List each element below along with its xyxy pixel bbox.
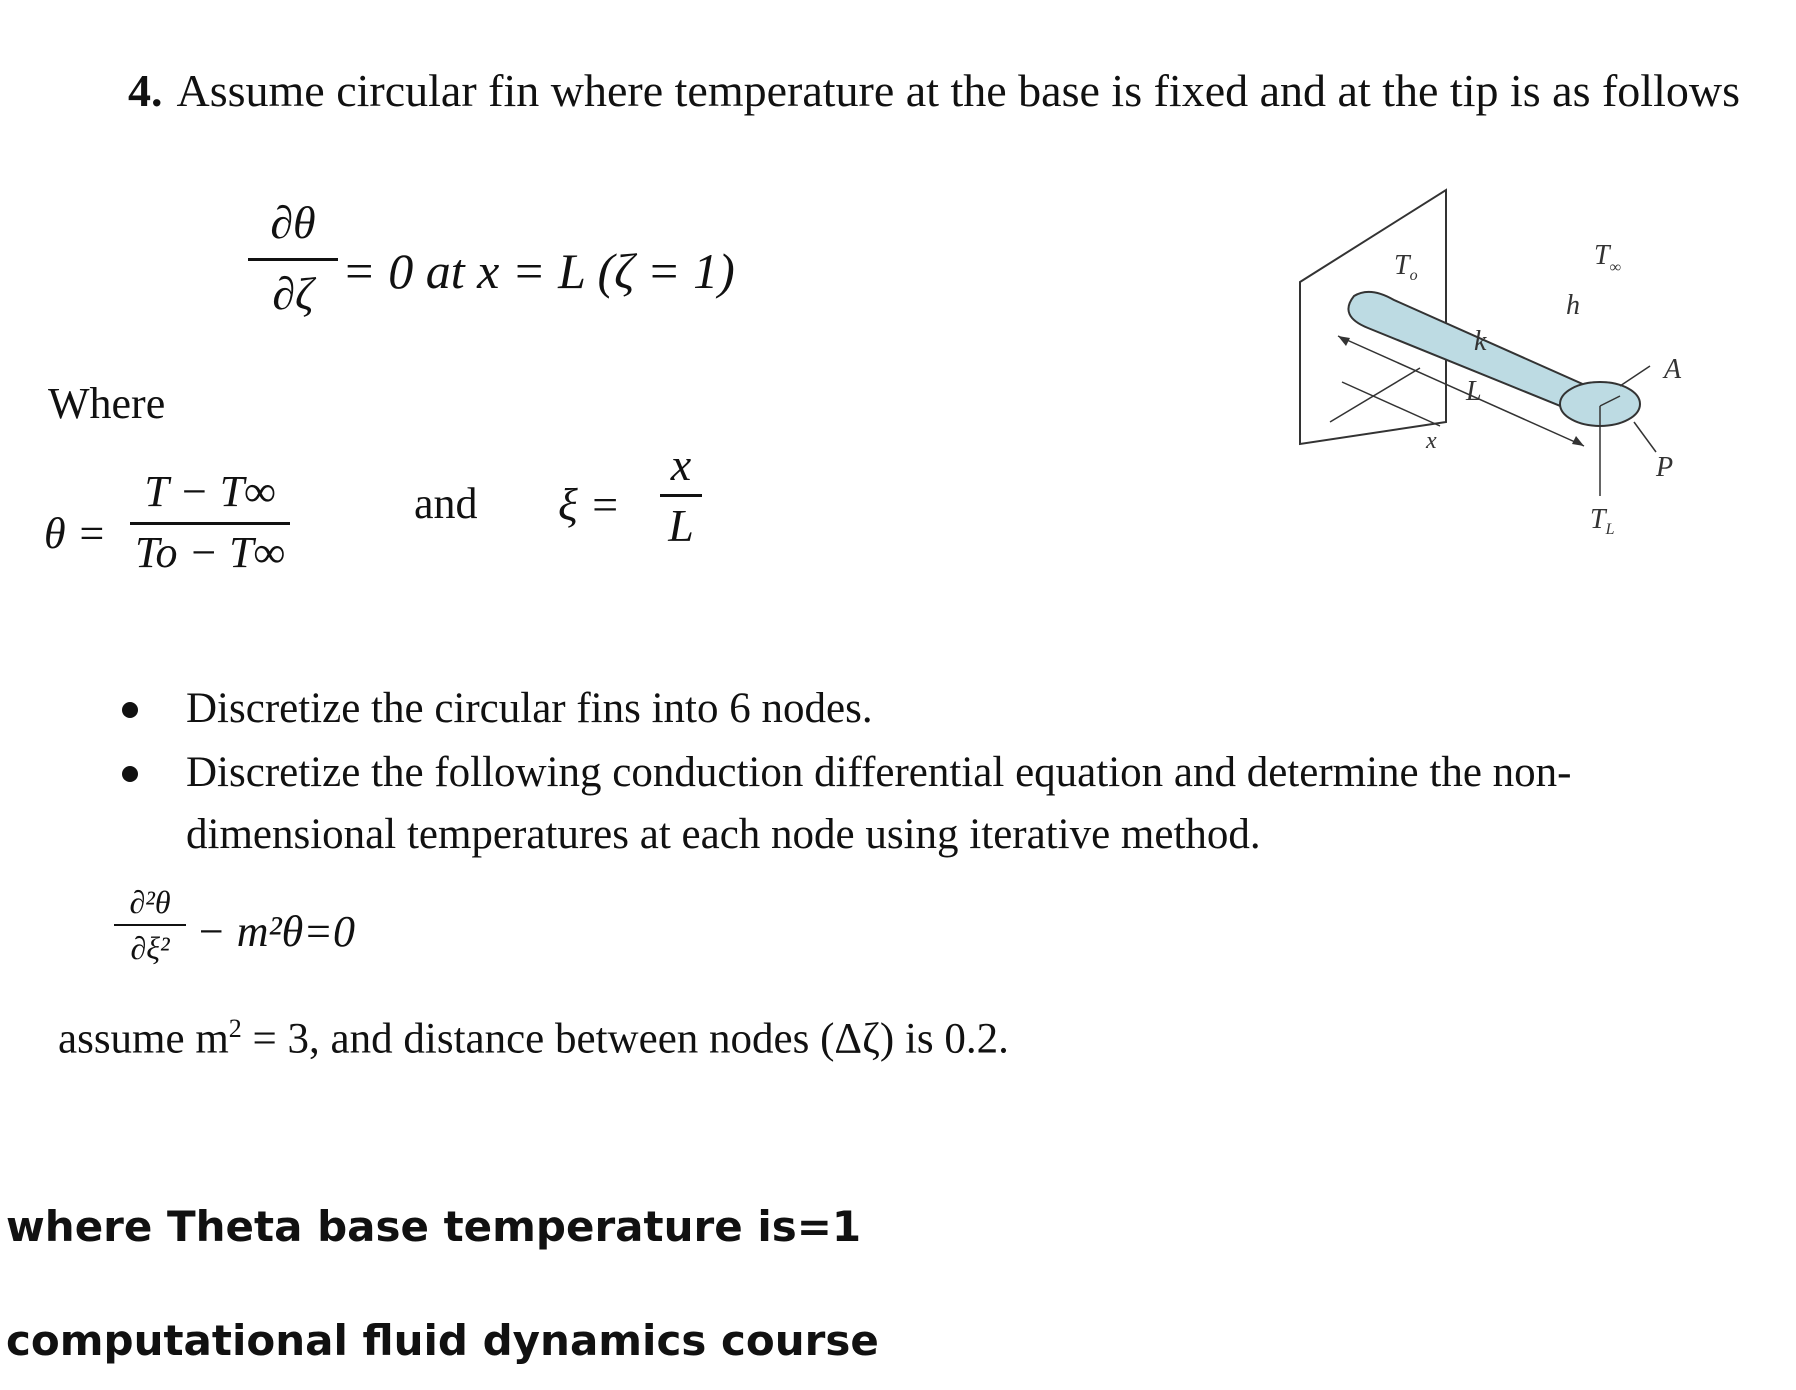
- question-number: 4.: [128, 65, 163, 116]
- label-P: P: [1656, 452, 1674, 483]
- pde-fraction-bar: [114, 924, 186, 926]
- xi-fraction-bar: [660, 494, 702, 497]
- bullet-item-discretize-nodes: Discretize the circular fins into 6 nodes.: [186, 685, 873, 732]
- wall-axis-line-2: [1342, 382, 1440, 426]
- bc-denominator: ∂ζ: [272, 268, 314, 319]
- assume-prefix: assume m: [58, 1015, 229, 1063]
- perimeter-pointer: [1634, 422, 1656, 452]
- pde-numerator: ∂²θ: [129, 884, 171, 920]
- label-L: L: [1466, 376, 1482, 407]
- assume-line: [58, 1014, 1009, 1063]
- circular-fin-diagram: [1290, 186, 1710, 556]
- length-arrow-head-left: [1338, 336, 1350, 346]
- area-pointer: [1620, 366, 1650, 386]
- pde-fraction: [114, 886, 186, 964]
- question-header: [128, 64, 1740, 117]
- boundary-condition-fraction: [248, 197, 338, 319]
- xi-definition-fraction: [660, 439, 702, 551]
- bullet-item-discretize-equation: Discretize the following conduction differential equation and determine the non-dimensional temperatures at each node using iterative method.: [186, 749, 1572, 858]
- label-x: x: [1426, 428, 1437, 454]
- pde-denominator: ∂ξ²: [130, 930, 170, 966]
- theta-definition-lhs: θ =: [44, 509, 107, 558]
- bullet-dot: [122, 702, 138, 718]
- xi-numerator: x: [670, 439, 692, 490]
- assume-superscript: 2: [228, 1014, 242, 1043]
- theta-fraction-bar: [130, 522, 290, 525]
- xi-denominator: L: [668, 500, 694, 551]
- pde-rest: − m²θ=0: [196, 907, 355, 956]
- and-word: and: [414, 479, 478, 528]
- bc-numerator: ∂θ: [270, 197, 316, 248]
- label-ambient-temperature: $T_\infty$: [1594, 240, 1621, 276]
- length-arrow-head-right: [1572, 436, 1584, 446]
- boundary-condition-rest: = 0 at x = L (ζ = 1): [342, 243, 735, 299]
- label-h: h: [1566, 290, 1580, 321]
- theta-numerator: T − T∞: [144, 467, 276, 516]
- xi-definition-lhs: ξ =: [558, 479, 621, 530]
- label-base-temperature: $T_o$: [1394, 250, 1418, 284]
- course-line: computational fluid dynamics course: [6, 1316, 879, 1365]
- wall-axis-line-1: [1330, 368, 1420, 422]
- label-k: k: [1474, 326, 1487, 357]
- assume-suffix: = 3, and distance between nodes (Δζ) is 0.2.: [241, 1015, 1009, 1063]
- theta-denominator: To − T∞: [135, 528, 285, 577]
- bc-fraction-bar: [248, 258, 338, 261]
- question-text: Assume circular fin where temperature at the base is fixed and at the tip is as follows: [176, 65, 1740, 116]
- bullet-dot: [122, 766, 138, 782]
- label-tip-temperature: $T_L$: [1590, 504, 1615, 538]
- theta-base-line: where Theta base temperature is=1: [6, 1202, 862, 1251]
- label-A: A: [1664, 354, 1682, 385]
- theta-definition-fraction: [130, 467, 290, 577]
- where-label: Where: [48, 379, 166, 428]
